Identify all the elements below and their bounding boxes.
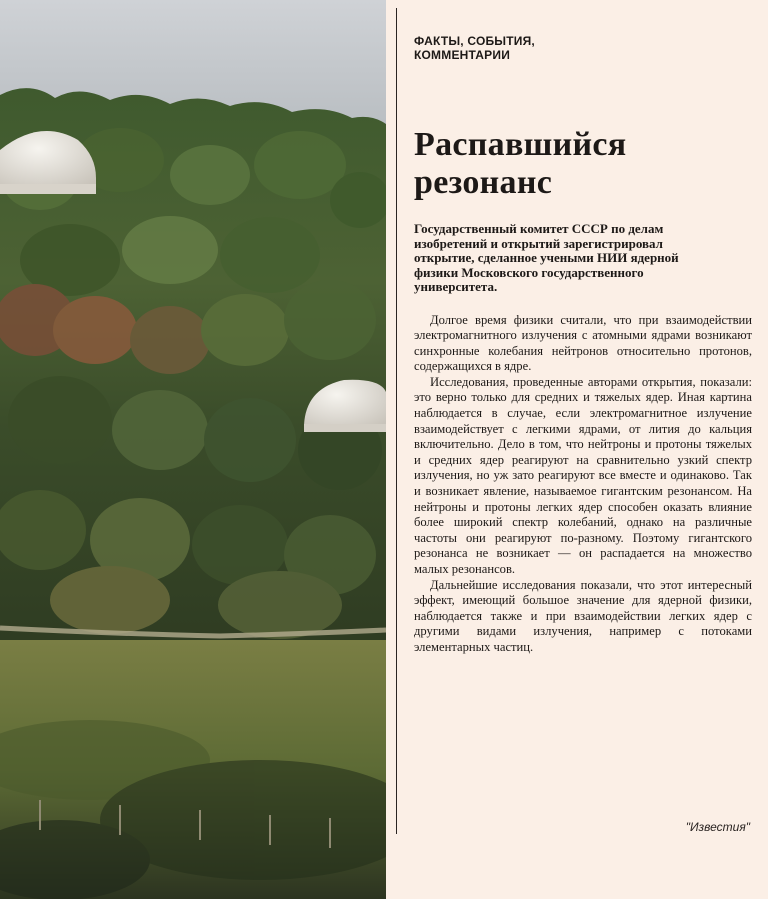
article-column	[414, 34, 752, 884]
article-body	[414, 313, 752, 656]
body-paragraph: Исследования, проведенные авторами открытия, показали: это верно только для средних и тяжелых ядер. Иная картина наблюдается в случае, если электромагнитное излучение взаимодействует с легкими ядрами, от лития до кальция включительно. Дело в том, что нейтроны и протоны тяжелых и средних ядер реагируют на сравнительно узкий спектр излучения, но уж зато реагируют все вместе и одинаково. Так и возникает явление, называемое гигантским резонансом. На нейтроны и протоны легких ядер способен оказать влияние более широкий спектр колебаний, однако на различные частоты они реагируют по-разному. Поэтому гигантского резонанса не возникает — он распадается на множество малых резонансов.	[414, 374, 752, 576]
body-paragraph: Дальнейшие исследования показали, что этот интересный эффект, имеющий большое значение для ядерной физики, наблюдается также и при взаимодействии легких ядер с другими видами излучения, например с потоками элементарных частиц.	[414, 577, 752, 654]
source-signature: "Известия"	[685, 820, 750, 834]
column-rule	[396, 8, 397, 834]
body-paragraph: Долгое время физики считали, что при взаимодействии электромагнитного излучения с атомными ядрами возникают синхронные колебания нейтронов относительно протонов, содержащихся в ядре.	[414, 312, 752, 374]
article-lead: Государственный комитет СССР по делам изобретений и открытий зарегистрировал открытие, сделанное учеными НИИ ядерной физики Московского государственного университета.	[414, 221, 679, 294]
section-rubric: ФАКТЫ, СОБЫТИЯ, КОММЕНТАРИИ	[414, 34, 535, 62]
article-headline: Распавшийся резонанс	[414, 126, 627, 201]
